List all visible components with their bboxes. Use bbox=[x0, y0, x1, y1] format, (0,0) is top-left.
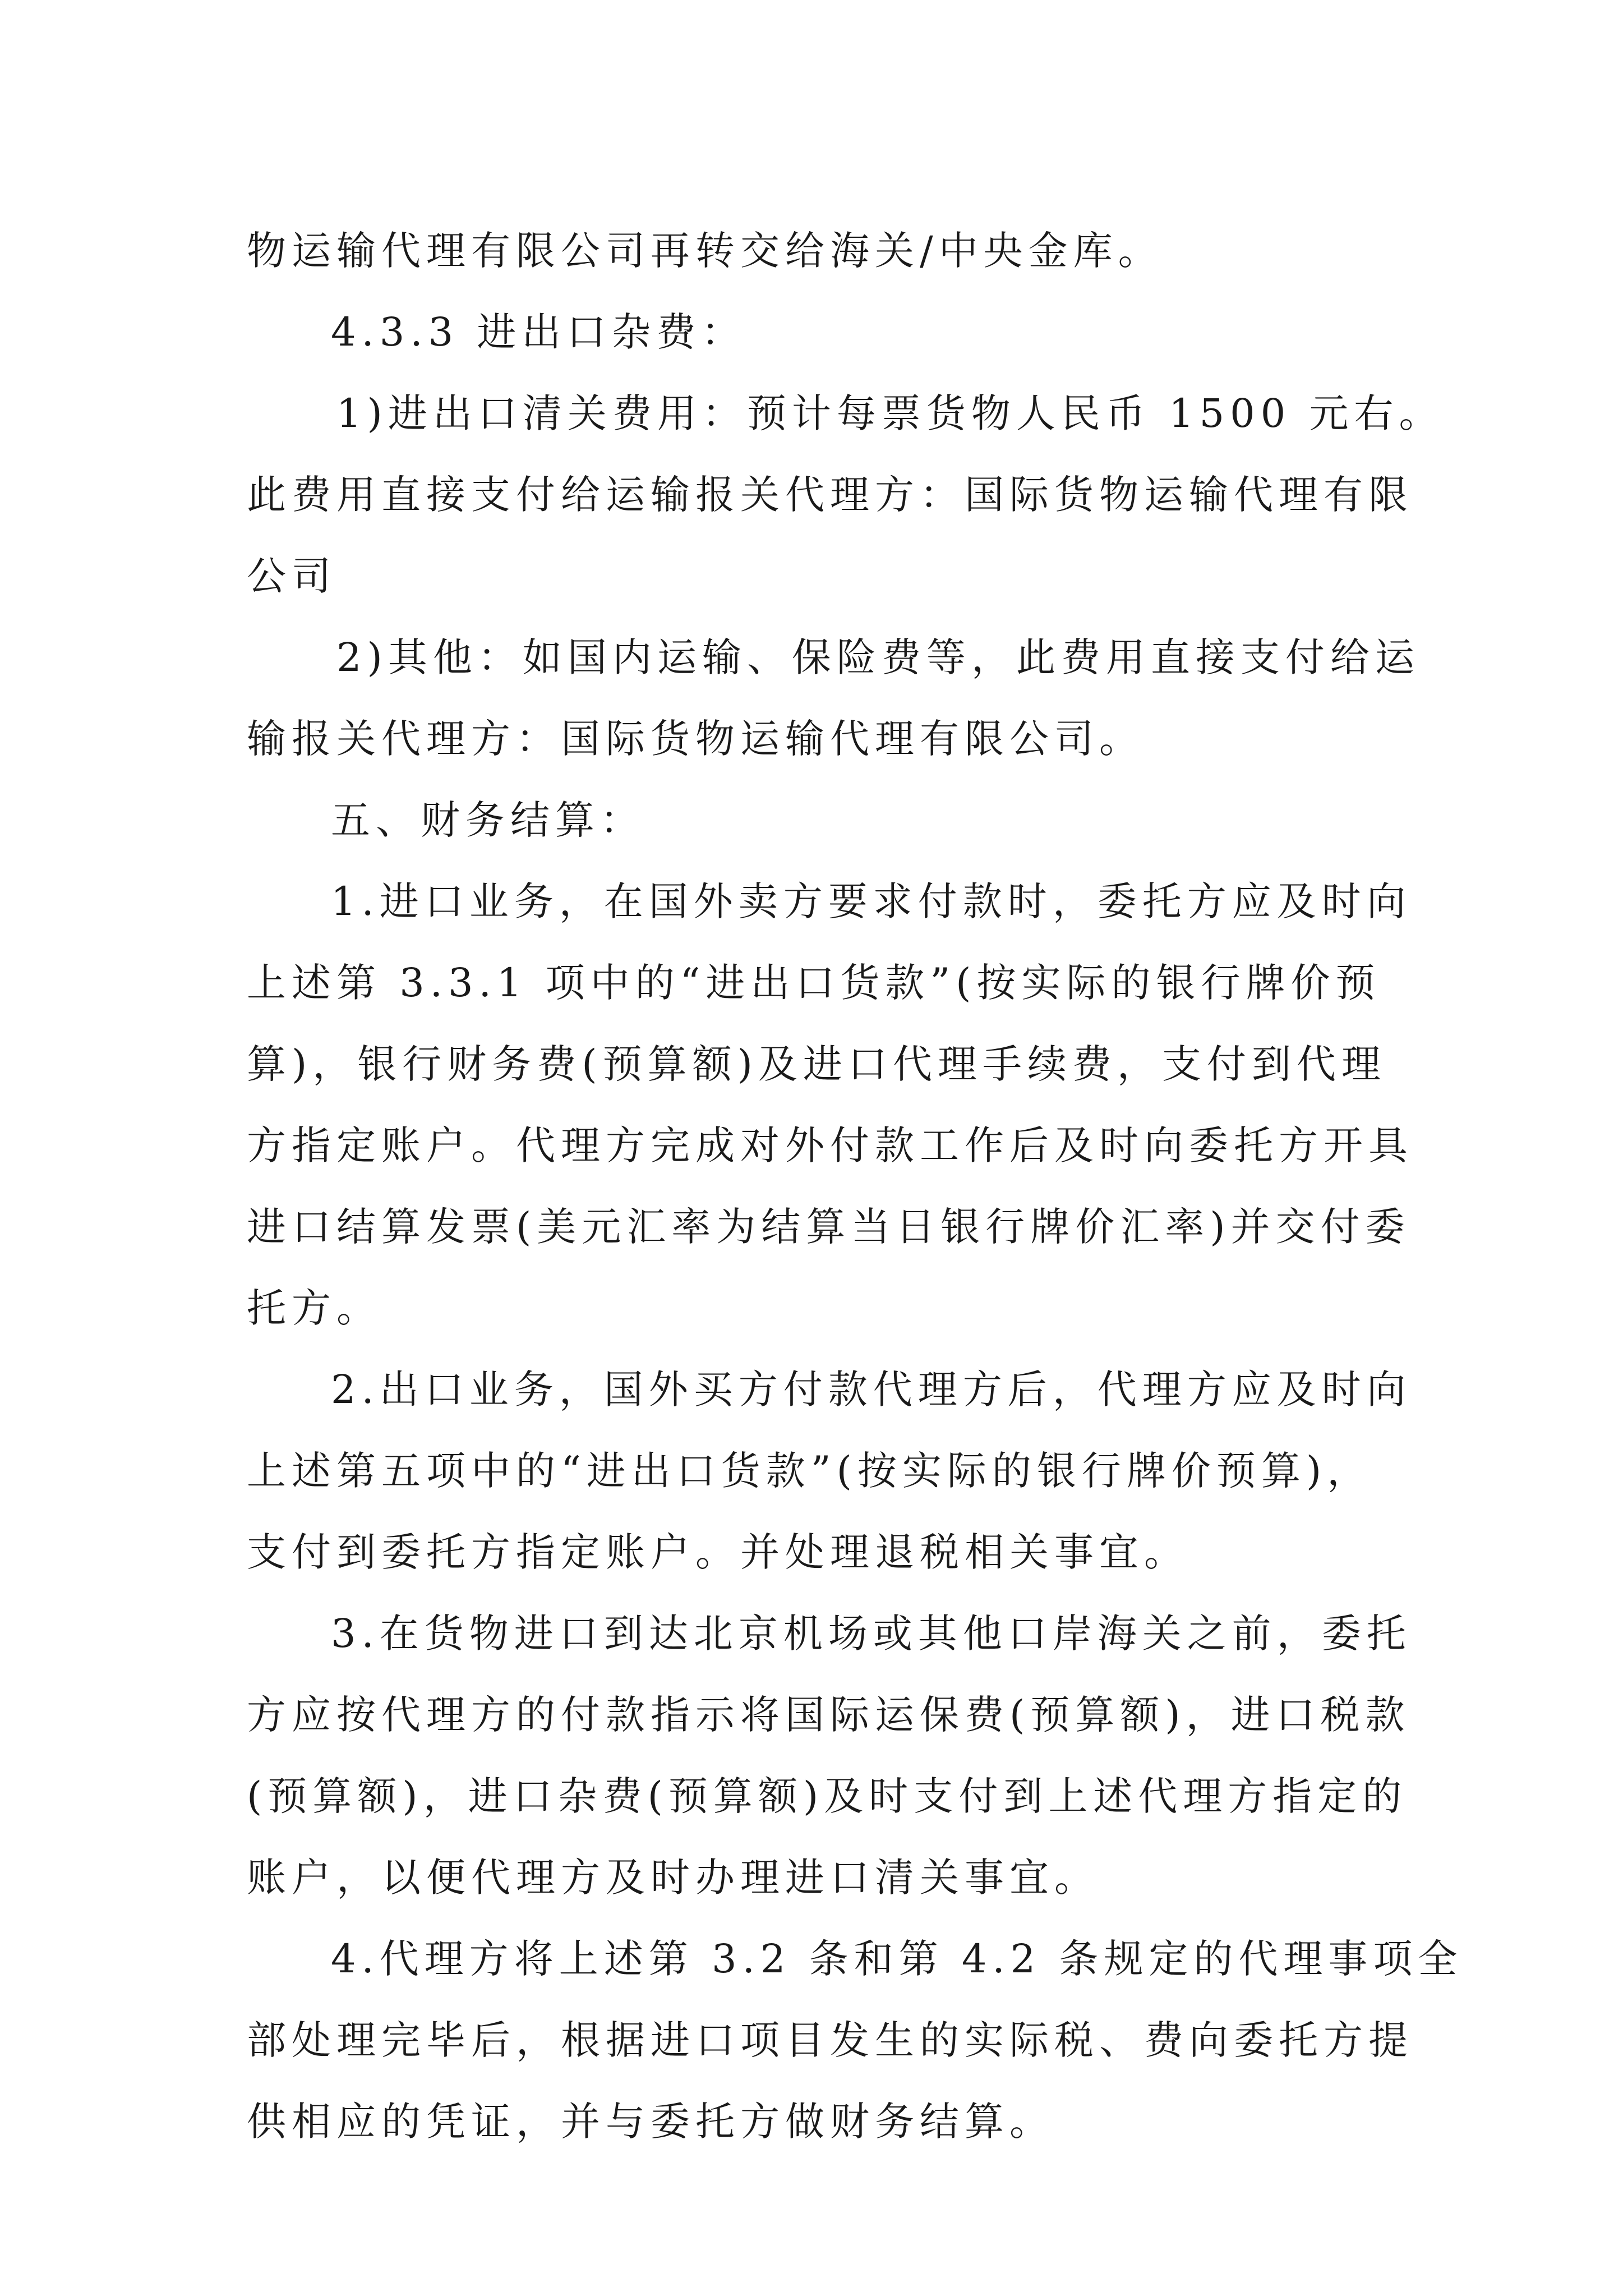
text-line: 1.进口业务，在国外卖方要求付款时，委托方应及时向 bbox=[331, 878, 1412, 924]
text-line: 托方。 bbox=[247, 1285, 381, 1331]
text-line: 支付到委托方指定账户。并处理退税相关事宜。 bbox=[247, 1529, 1189, 1575]
text-line: 部处理完毕后，根据进口项目发生的实际税、费向委托方提 bbox=[247, 2017, 1413, 2063]
text-line: 4.3.3 进出口杂费： bbox=[331, 309, 746, 355]
text-line: 4.代理方将上述第 3.2 条和第 4.2 条规定的代理事项全 bbox=[331, 1936, 1463, 1982]
text-line: (预算额)，进口杂费(预算额)及时支付到上述代理方指定的 bbox=[247, 1773, 1408, 1819]
text-line: 1)进出口清关费用：预计每票货物人民币 1500 元右。 bbox=[336, 390, 1444, 436]
text-line: 进口结算发票(美元汇率为结算当日银行牌价汇率)并交付委 bbox=[247, 1204, 1410, 1250]
text-line: 方应按代理方的付款指示将国际运保费(预算额)，进口税款 bbox=[247, 1692, 1410, 1738]
text-line: 此费用直接支付给运输报关代理方：国际货物运输代理有限 bbox=[247, 472, 1413, 518]
text-line: 账户，以便代理方及时办理进口清关事宜。 bbox=[247, 1855, 1099, 1901]
text-line: 物运输代理有限公司再转交给海关/中央金库。 bbox=[247, 228, 1163, 274]
text-line: 3.在货物进口到达北京机场或其他口岸海关之前，委托 bbox=[331, 1611, 1412, 1657]
document-body bbox=[247, 210, 1463, 2162]
text-line: 上述第 3.3.1 项中的“进出口货款”(按实际的银行牌价预 bbox=[247, 960, 1381, 1006]
text-line: 上述第五项中的“进出口货款”(按实际的银行牌价预算)， bbox=[247, 1448, 1372, 1494]
text-line: 输报关代理方：国际货物运输代理有限公司。 bbox=[247, 716, 1144, 762]
text-line: 公司 bbox=[247, 553, 336, 599]
text-line: 供相应的凭证，并与委托方做财务结算。 bbox=[247, 2099, 1054, 2145]
text-line: 方指定账户。代理方完成对外付款工作后及时向委托方开具 bbox=[247, 1122, 1413, 1168]
text-line: 2.出口业务，国外买方付款代理方后，代理方应及时向 bbox=[331, 1366, 1412, 1412]
text-line: 2)其他：如国内运输、保险费等，此费用直接支付给运 bbox=[336, 634, 1420, 680]
section-heading: 五、财务结算： bbox=[331, 797, 645, 843]
text-line: 算)，银行财务费(预算额)及进口代理手续费，支付到代理 bbox=[247, 1041, 1386, 1087]
